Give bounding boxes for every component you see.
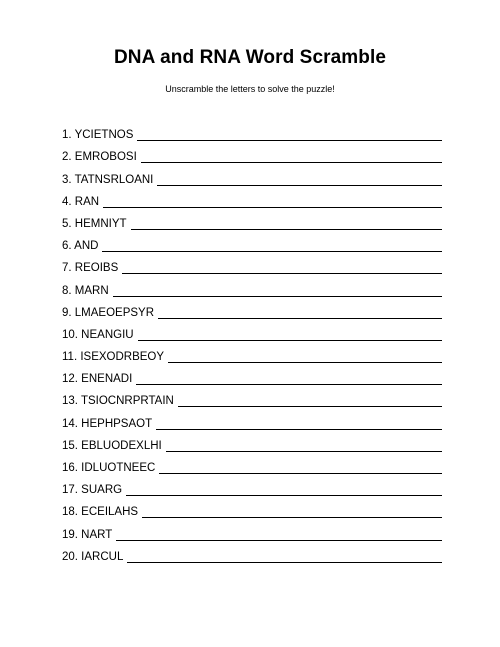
scramble-item-6 [62,231,442,253]
scrambled-word: 13. TSIOCNRPRTAIN [62,395,174,408]
page-title: DNA and RNA Word Scramble [113,47,387,68]
answer-line[interactable] [136,373,442,385]
scramble-item-5 [62,209,442,231]
scrambled-word: 15. EBLUODEXLHI [62,439,162,452]
scramble-item-9 [62,298,442,320]
answer-line[interactable] [158,307,442,319]
scramble-item-8 [62,275,442,297]
scramble-list [62,120,442,564]
scrambled-word: 16. IDLUOTNEEC [62,462,156,474]
scramble-item-16 [62,453,442,475]
answer-line[interactable] [138,329,442,341]
answer-line[interactable] [127,551,442,563]
answer-line[interactable] [157,174,442,186]
scrambled-word: 4. RAN [62,195,100,208]
scramble-item-13 [62,386,442,408]
scrambled-word: 10. NEANGIU [62,328,134,341]
scramble-item-12 [62,364,442,386]
answer-line[interactable] [159,462,442,474]
scramble-item-14 [62,408,442,430]
scrambled-word: 12. ENENADI [62,373,133,386]
answer-line[interactable] [126,484,442,496]
scrambled-word: 6. AND [62,240,99,253]
scrambled-word: 2. EMROBOSI [62,151,137,164]
scramble-item-10 [62,320,442,342]
scrambled-word: 17. SUARG [62,484,123,497]
answer-line[interactable] [102,240,442,252]
scramble-item-19 [62,519,442,541]
scramble-item-20 [62,542,442,564]
answer-line[interactable] [116,529,442,541]
answer-line[interactable] [178,395,442,407]
scrambled-word: 18. ECEILAHS [62,506,139,519]
scramble-item-2 [62,142,442,164]
answer-line[interactable] [166,440,442,452]
scrambled-word: 9. LMAEOEPSYR [62,306,155,319]
answer-line[interactable] [103,196,442,208]
answer-line[interactable] [156,418,442,430]
answer-line[interactable] [113,285,442,297]
scramble-item-7 [62,253,442,275]
scrambled-word: 20. IARCUL [62,550,124,563]
scrambled-word: 1. YCIETNOS [62,129,134,142]
answer-line[interactable] [142,506,442,518]
answer-line[interactable] [122,262,442,274]
scramble-item-17 [62,475,442,497]
scrambled-word: 3. TATNSRLOANI [62,173,154,186]
answer-line[interactable] [137,129,442,141]
answer-line[interactable] [168,351,442,363]
scramble-item-18 [62,497,442,519]
scramble-item-1 [62,120,442,142]
scramble-item-15 [62,431,442,453]
scramble-item-3 [62,164,442,186]
scrambled-word: 14. HEPHPSAOT [62,417,153,430]
scramble-item-4 [62,187,442,209]
answer-line[interactable] [141,151,442,163]
scramble-item-11 [62,342,442,364]
scrambled-word: 19. NART [62,528,113,541]
scrambled-word: 7. REOIBS [62,262,119,275]
answer-line[interactable] [131,218,442,230]
instructions-text: Unscramble the letters to solve the puzzle! [165,84,335,94]
scrambled-word: 5. HEMNIYT [62,217,127,230]
scrambled-word: 11. ISEXODRBEOY [62,351,165,364]
scrambled-word: 8. MARN [62,284,109,297]
